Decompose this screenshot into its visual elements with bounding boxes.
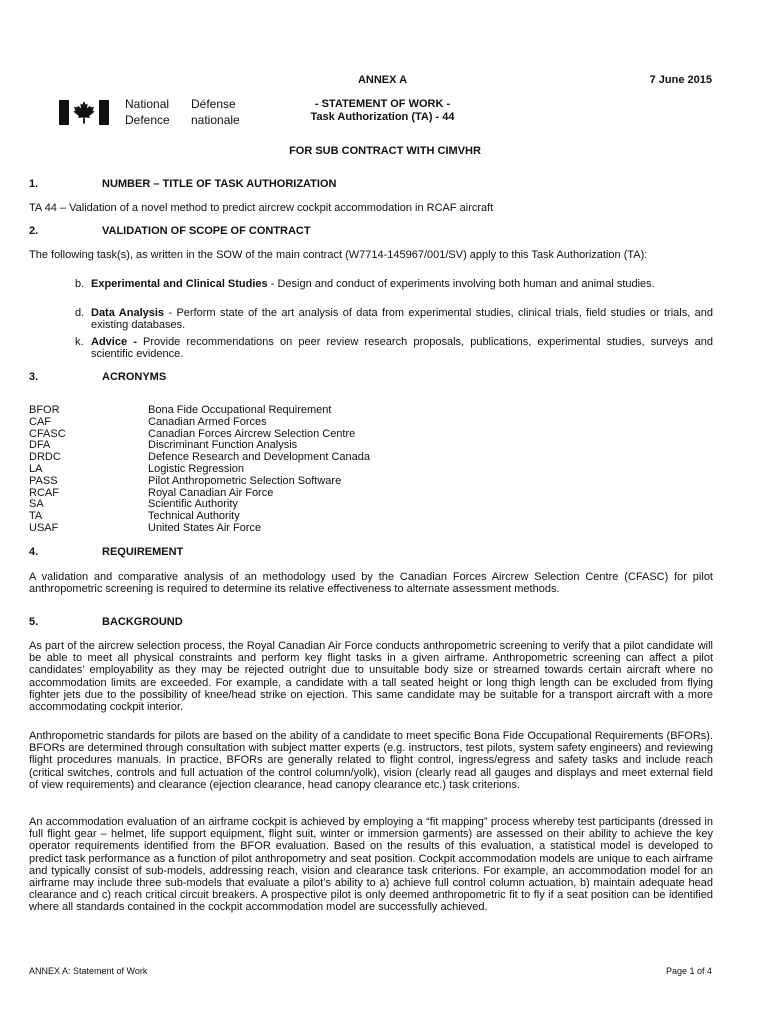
background-paragraph-2: Anthropometric standards for pilots are based on the ability of a candidate to meet specific Bona Fide Occupational Requirements (BFORs). BFORs are determined through consultation with subject matter experts (e.g. instructors, test pilots, system safety engineers) and reviewing flight procedures manuals. In practice, BFORs are generally related to flight control, ingress/egress and safety tasks and include reach (critical switches, controls and full actuation of the control column/yolk), vision (clearly read all gauges and displays and meet external field of view requirements) and clearance (ejection clearance, head canopy clearance etc.) task criterions.: [29, 730, 713, 791]
section-1-text: TA 44 – Validation of a novel method to predict aircrew cockpit accommodation in RCAF aircraft: [29, 202, 494, 214]
signature-english: National Defence: [125, 97, 170, 127]
task-item: b. Experimental and Clinical Studies - Design and conduct of experiments involving both human and animal studies.: [75, 278, 655, 290]
document-date: 7 June 2015: [649, 74, 712, 86]
background-paragraph-3: An accommodation evaluation of an airframe cockpit is achieved by employing a “fit mapping” process whereby test participants (dressed in full flight gear – helmet, life support equipment, flight suit, winter or immersion garments) are assessed on their ability to achieve the key operator requirements identified from the BFOR evaluation. Based on the results of this evaluation, a statistical model is developed to predict task performance as a function of pilot anthropometry and seat position. Cockpit accommodation models are unique to each airframe and typically consist of sub-models, addressing reach, vision and clearance task criterions. For example, an accommodation model for an airframe may include three sub-models that evaluate a pilot’s ability to a) achieve full control column actuation, b) maintain adequate head clearance and c) reach critical circuit breakers. A prospective pilot is only deemed anthropometric fit to fly if a seat position can be identified where all standards contained in the cockpit accommodation model are successfully achieved.: [29, 816, 713, 914]
footer-page-number: Page 1 of 4: [665, 966, 712, 976]
signature-french: Défense nationale: [191, 97, 240, 127]
section-4-text: A validation and comparative analysis of an methodology used by the Canadian Forces Aircrew Selection Centre (CFASC) for pilot anthropometric screening is required to determine its relative effectiveness to alternate assessment methods.: [29, 571, 713, 596]
acronym-row: LA Logistic Regression: [29, 462, 244, 475]
acronym-row: CAF Canadian Armed Forces: [29, 415, 267, 428]
section-2-intro: The following task(s), as written in the SOW of the main contract (W7714-145967/001/SV) apply to this Task Authorization (TA):: [29, 249, 648, 261]
acronym-list: [29, 405, 529, 535]
government-signature: [59, 96, 249, 132]
task-item: d. Data Analysis - Perform state of the art analysis of data from experimental studies, clinical trials, field studies or trials, and existing databases.: [75, 307, 713, 332]
footer-document-name: ANNEX A: Statement of Work: [29, 966, 148, 976]
acronym-row: DFA Discriminant Function Analysis: [29, 439, 298, 452]
background-paragraph-1: As part of the aircrew selection process, the Royal Canadian Air Force conducts anthropometric screening to verify that a pilot candidate will be able to meet all physical constraints and perform key flight tasks in a given airframe. Anthropometric screening can affect a pilot candidates’ employability as they may be rejected outright due to unsuitable body size or streamed towards certain aircraft where no accommodation limits are exceeded. For example, a candidate with a tall seated height or long thigh length can be excluded from flying fighter jets due to the possibility of knee/head strike on ejection. This same candidate may be suitable for a transport aircraft with a more accommodating cockpit interior.: [29, 640, 713, 714]
task-item: k. Advice - Provide recommendations on peer review research proposals, publications, experimental studies, surveys and scientific evidence.: [75, 336, 713, 361]
acronym-row: USAF United States Air Force: [29, 521, 262, 534]
document-page: National Defence Défense nationale ANNEX A 7 June 2015 - STATEMENT OF WORK - Task Authorization (TA) - 44 FOR SUB CONTRACT WITH CIMVHR 1. NUMBER – TITLE OF TASK AUTHORIZATION TA 44 – Validation of a novel method to predict aircrew cockpit accommodation in RCAF aircraft 2. VALIDATION OF SCOPE OF CONTRACT The following task(s), as written in the SOW of the main contract (W7714-145967/001/SV) apply to this Task Authorization (TA): b. Experimental and Clinical Studies - Design and conduct of experiments involving both human and animal studies. d. Data Analysis - Perform state of the art analysis of data from experimental studies, clinical trials, field studies or trials, and existing databases. k. Advice - Provide recommendations on peer review research proposals, publications, experimental studies, surveys and scientific evidence. 3. ACRONYMS BFOR Bona Fide Occupational Requirement CAF Canadian Armed Forces CFASC Canadian Forces Aircrew Selection Centre DFA Discriminant Function Analysis DRDC Defence Research and Development Canada LA Logistic Regression PASS Pilot Anthropometric Selection Software RCAF Royal Canadian Air Force SA Scientific Authority TA Technical Authority USAF United States Air Force 4. REQUIREMENT A validation and comparative analysis of an methodology used by the Canadian Forces Aircrew Selection Centre (CFASC) for pilot anthropometric screening is required to determine its relative effectiveness to alternate assessment methods. 5. BACKGROUND As part of the aircrew selection process, the Royal Canadian Air Force conducts anthropometric screening to verify that a pilot candidate will be able to meet all physical constraints and perform key flight tasks in a given airframe. Anthropometric screening can affect a pilot candidates’ employability as they may be rejected outright due to unsuitable body size or streamed towards certain aircraft where no accommodation limits are exceeded. For example, a candidate with a tall seated height or long thigh length can be excluded from flying fighter jets due to the possibility of knee/head strike on ejection. This same candidate may be suitable for a transport aircraft with a more accommodating cockpit interior. Anthropometric standards for pilots are based on the ability of a candidate to meet specific Bona Fide Occupational Requirements (BFORs). BFORs are determined through consultation with subject matter experts (e.g. instructors, test pilots, system safety engineers) and reviewing flight procedures manuals. In practice, BFORs are generally related to flight control, ingress/egress and safety tasks and include reach (critical switches, controls and full actuation of the control column/yolk), vision (clearly read all gauges and displays and meet external field of view requirements) and clearance (ejection clearance, head canopy clearance etc.) task criterions. An accommodation evaluation of an airframe cockpit is achieved by employing a “fit mapping” process whereby test participants (dressed in full flight gear – helmet, life support equipment, flight suit, winter or immersion garments) are assessed on their ability to achieve the key operator requirements identified from the BFOR evaluation. Based on the results of this evaluation, a statistical model is developed to predict task performance as a function of pilot anthropometry and seat position. Cockpit accommodation models are unique to each airframe and typically consist of sub-models, addressing reach, vision and clearance task criterions. For example, an accommodation model for an airframe may include three sub-models that evaluate a pilot’s ability to a) achieve full control column actuation, b) maintain adequate head clearance and c) reach critical circuit breakers. A prospective pilot is only deemed anthropometric fit to fly if a seat position can be identified where all standards contained in the cockpit accommodation model are successfully achieved. ANNEX A: Statement of Work Page 1 of 4: [29, 74, 713, 976]
acronym-row: BFOR Bona Fide Occupational Requirement: [29, 404, 332, 416]
acronym-row: PASS Pilot Anthropometric Selection Software: [29, 474, 342, 487]
statement-of-work-title: - STATEMENT OF WORK -: [314, 98, 451, 110]
acronym-row: DRDC Defence Research and Development Canada: [29, 451, 370, 464]
task-authorization-title: Task Authorization (TA) - 44: [310, 111, 455, 123]
canada-flag-icon: [59, 100, 109, 125]
annex-title: ANNEX A: [357, 74, 408, 86]
acronym-row: TA Technical Authority: [29, 510, 240, 523]
subcontract-title: FOR SUB CONTRACT WITH CIMVHR: [289, 145, 481, 157]
acronym-row: CFASC Canadian Forces Aircrew Selection Centre: [29, 427, 356, 440]
acronym-row: RCAF Royal Canadian Air Force: [29, 486, 274, 499]
acronym-row: SA Scientific Authority: [29, 498, 238, 511]
